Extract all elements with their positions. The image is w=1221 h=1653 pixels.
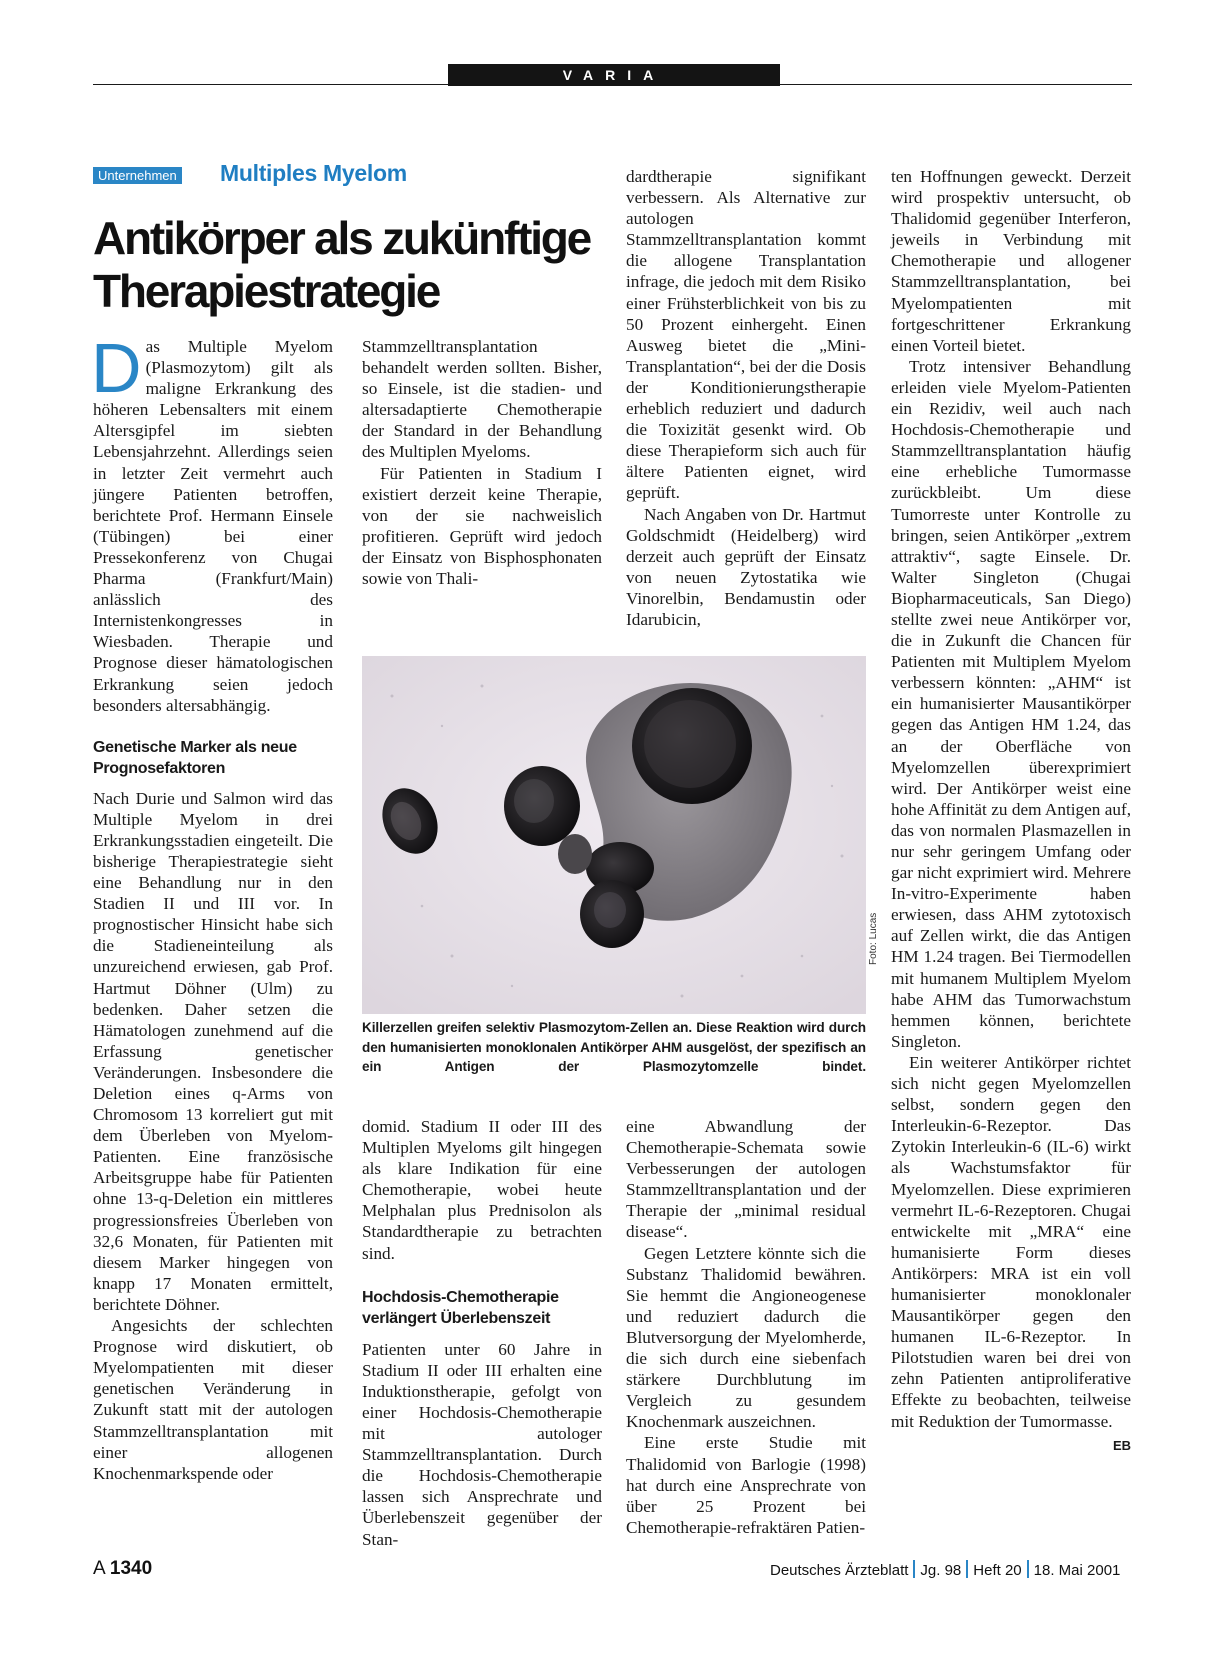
separator bbox=[1027, 1560, 1029, 1578]
paragraph: Nach Durie und Salmon wird das Multiple Myelom in drei Erkrankungsstadien eingeteilt. Die bisherige Therapiestrategie sieht eine Behandlung nur in den Stadien II und III vor. In prognostischer Hinsicht habe sich die Stadieneinteilung als unzureichend erwiesen, gab Prof. Hartmut Döhner (Ulm) zu bedenken. Daher setzen die Hämatologen zunehmend auf die Erfassung genetischer Veränderungen. Insbesondere die Deletion eines q-Arms von Chromosom 13 korreliert gut mit dem Überleben von Myelom-Patienten. Eine französische Arbeitsgruppe habe für Patienten ohne 13-q-Deletion ein mittleres progressionsfreies Überleben von 32,6 Monaten, für Patienten mit diesem Marker hingegen von knapp 17 Monaten ermittelt, berichtete Döhner. bbox=[93, 788, 333, 1314]
paragraph: Patienten unter 60 Jahre in Stadium II oder III erhalten eine Induktionstherapie, gefolgt von einer Hochdosis-Chemotherapie mit autologer Stammzelltransplantation. Durch die Hochdosis-Chemotherapie lassen sich Ansprechrate und Überlebenszeit gegenüber der Stan- bbox=[362, 1339, 602, 1549]
paragraph: dardtherapie signifikant verbessern. Als Alternative zur autologen Stammzelltransplantation kommt die allogene Transplantation infrage, die jedoch mit dem Risiko einer Frühsterblichkeit von bis zu 50 Prozent einhergeht. Einen Ausweg bietet die „Mini-Transplantation“, bei der die Dosis der Konditionierungstherapie erheblich reduziert und dadurch die Toxizität gesenkt wird. Ob diese Therapieform sich auch für ältere Patienten eignet, wird geprüft. bbox=[626, 167, 866, 503]
page-number-value: 1340 bbox=[109, 1558, 153, 1579]
paragraph: Für Patienten in Stadium I existiert derzeit keine Therapie, von der sie nachweislich profitieren. Geprüft wird jedoch der Einsatz von Bisphosphonaten sowie von Thali- bbox=[362, 463, 602, 589]
headline bbox=[93, 212, 633, 318]
journal-volume: Jg. 98 bbox=[920, 1562, 962, 1579]
figure-caption: Killerzellen greifen selektiv Plasmozytom-Zellen an. Diese Reaktion wird durch den humanisierten monoklonalen Antikörper AHM ausgelöst, der spezifisch an ein Antigen der Plasmozytomzelle bindet. bbox=[362, 1020, 866, 1074]
subheading: Genetische Marker als neue Prognosefaktoren bbox=[93, 738, 297, 777]
journal-issue: Heft 20 bbox=[973, 1562, 1022, 1579]
micrograph-photo bbox=[362, 656, 866, 1014]
paragraph: Nach Angaben von Dr. Hartmut Goldschmidt (Heidelberg) wird derzeit auch geprüft der Einsatz von neuen Zytostatika wie Vinorelbin, Bendamustin oder Idarubicin, bbox=[626, 504, 866, 629]
paragraph: ten Hoffnungen geweckt. Derzeit wird prospektiv untersucht, ob Thalidomid gegenüber Interferon, jeweils in Verbindung mit Chemotherapie und allogener Stammzelltransplantation, bei Myelompatienten mit fortgeschrittener Erkrankung einen Vorteil bietet. bbox=[891, 167, 1131, 355]
category-tag: Unternehmen bbox=[93, 167, 182, 184]
paragraph: Eine erste Studie mit Thalidomid von Barlogie (1998) hat durch eine Ansprechrate von über 25 Prozent bei Chemotherapie-refraktären Patien- bbox=[626, 1433, 866, 1537]
paragraph: eine Abwandlung der Chemotherapie-Schemata sowie Verbesserungen der autologen Stammzelltransplantation und der Therapie der „minimal residual disease“. bbox=[626, 1117, 866, 1242]
column-4 bbox=[891, 166, 1131, 1456]
paragraph bbox=[891, 1052, 1131, 1453]
paragraph-text: Ein weiterer Antikörper richtet sich nicht gegen Myelomzellen selbst, sondern gegen den Interleukin-6-Rezeptor. Das Zytokin Interleukin-6 (IL-6) wirkt als Wachstumsfaktor für Myelomzellen. Diese exprimieren vermehrt IL-6-Rezeptoren. Chugai entwickelte mit „MRA“ eine humanisierte Form dieses Antikörpers: MRA ist ein voll humanisierter monoklonaler Mausantikörper gegen den humanen IL-6-Rezeptor. In Pilotstudien waren bei drei von zehn Patienten antiproliferative Effekte zu beobachten, teilweise mit Reduktion der Tumormasse. bbox=[891, 1052, 1131, 1431]
headline-line-1: Antikörper als zukünftige bbox=[93, 212, 591, 264]
paragraph: domid. Stadium II oder III des Multiplen Myeloms gilt hingegen als klare Indikation für eine Chemotherapie, wobei heute Melphalan plus Prednisolon als Standardtherapie zu betrachten sind. bbox=[362, 1117, 602, 1263]
paragraph: Gegen Letztere könnte sich die Substanz Thalidomid bewähren. Sie hemmt die Angioneogenese und reduziert dadurch die Blutversorgung der Myelomherde, die sich durch eine siebenfach stärkere Durchblutung im Vergleich zu gesundem Knochenmark auszeichnen. bbox=[626, 1243, 866, 1432]
page-prefix: A bbox=[93, 1558, 105, 1579]
column-2-upper bbox=[362, 336, 602, 589]
journal-date: 18. Mai 2001 bbox=[1033, 1562, 1121, 1579]
separator bbox=[913, 1560, 915, 1578]
paragraph: Stammzelltransplantation behandelt werden sollten. Bisher, so Einsele, ist die stadien- und altersadaptierte Chemotherapie der Standard in der Behandlung des Multiplen Myeloms. bbox=[362, 337, 602, 462]
journal-line bbox=[770, 1560, 1120, 1579]
paragraph-text: as Multiple Myelom (Plasmozytom) gilt als maligne Erkrankung des höheren Lebensalters mit einem Altersgipfel im siebten Lebensjahrzehnt. Allerdings seien in letzter Zeit vermehrt auch jüngere Patienten betroffen, berichtete Prof. Hermann Einsele (Tübingen) bei einer Pressekonferenz von Chugai Pharma (Frankfurt/Main) anlässlich des Internistenkongresses in Wiesbaden. Therapie und Prognose dieser hämatologischen Erkrankung seien jedoch besonders altersabhängig. bbox=[93, 337, 333, 715]
paragraph: Angesichts der schlechten Prognose wird diskutiert, ob Myelompatienten mit dieser genetischen Veränderung in Zukunft statt mit der autologen Stammzelltransplantation mit einer allogenen Knochenmarkspende oder bbox=[93, 1316, 333, 1483]
section-band: VARIA bbox=[448, 64, 780, 86]
drop-cap: D bbox=[91, 329, 142, 407]
paragraph: Trotz intensiver Behandlung erleiden viele Myelom-Patienten ein Rezidiv, weil auch nach Hochdosis-Chemotherapie und Stammzelltransplantation häufig eine erhebliche Tumormasse zurückbleibt. Um diese Tumorreste unter Kontrolle zu bringen, seien Antikörper „extrem attraktiv“, sagte Einsele. Dr. Walter Singleton (Chugai Biopharmaceuticals, San Diego) stellte zwei neue Antikörper vor, die in Zukunft die Chancen für Patienten mit Multiplem Myelom verbessern könnten: „AHM“ ist ein humanisierter Mausantikörper gegen das Antigen HM 1.24, das an der Oberfläche von Myelomzellen überexprimiert wird. Der Antikörper weist eine hohe Affinität zu dem Antigen auf, das von normalen Plasmazellen in nur sehr geringem Umfang oder gar nicht exprimiert wird. Mehrere In-vitro-Experimente haben erwiesen, dass AHM zytotoxisch auf Zellen wirkt, die das Antigen HM 1.24 tragen. Bei Tiermodellen mit humanem Multiplem Myelom habe AHM das Tumorwachstum hemmen können, berichtete Singleton. bbox=[891, 356, 1131, 1051]
column-3-upper bbox=[626, 166, 866, 630]
author-initials: EB bbox=[1112, 1437, 1131, 1453]
journal-name: Deutsches Ärzteblatt bbox=[770, 1562, 909, 1579]
page-number bbox=[93, 1558, 152, 1580]
separator bbox=[966, 1560, 968, 1578]
paragraph bbox=[91, 329, 333, 716]
topic-title: Multiples Myelom bbox=[220, 160, 407, 186]
photo-credit: Foto: Lucas bbox=[868, 912, 879, 965]
headline-line-2: Therapiestrategie bbox=[93, 265, 440, 317]
column-2-lower bbox=[362, 1116, 602, 1550]
column-1 bbox=[91, 329, 333, 1484]
subheading: Hochdosis-Chemotherapie verlängert Überlebenszeit bbox=[362, 1288, 559, 1327]
column-3-lower bbox=[626, 1116, 866, 1538]
cell-image bbox=[362, 656, 866, 1014]
